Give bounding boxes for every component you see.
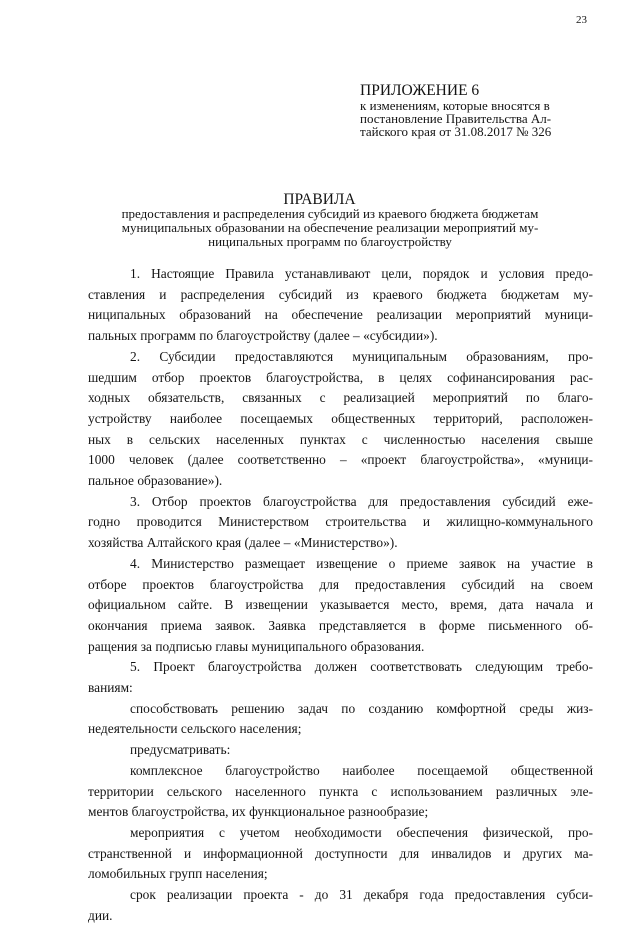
document-title: ПРАВИЛА	[283, 191, 356, 208]
appendix-line: к изменениям, которые вносятся в	[360, 98, 550, 113]
paragraph-line: срок реализации проекта - до 31 декабря года предоставления субси-	[130, 887, 593, 903]
paragraph-line: отборе проектов благоустройства для предоставления субсидий на своем	[88, 576, 593, 592]
paragraph-line: ходных обязательств, связанных с реализацией мероприятий по благо-	[88, 390, 593, 406]
paragraph-line: ломобильных групп населения;	[88, 866, 268, 882]
paragraph-line: официальном сайте. В извещении указывается место, время, дата начала и	[88, 597, 593, 613]
paragraph-line: ставления и распределения субсидий из краевого бюджета бюджетам му-	[88, 286, 593, 302]
paragraph-line: ниципальных образований на обеспечение реализации мероприятий муници-	[88, 307, 593, 323]
paragraph-line: шедшим отбор проектов благоустройства, в целях софинансирования рас-	[88, 369, 593, 385]
paragraph-line: ваниям:	[88, 680, 133, 696]
paragraph-line: 3. Отбор проектов благоустройства для предоставления субсидий еже-	[130, 493, 593, 509]
subtitle-line: муниципальных образовании на обеспечение реализации мероприятий му-	[121, 220, 539, 235]
paragraph-line: хозяйства Алтайского края (далее – «Министерство»).	[88, 535, 398, 551]
paragraph-line: устройству наиболее посещаемых общественных территорий, расположен-	[88, 410, 593, 426]
paragraph-line: 4. Министерство размещает извещение о приеме заявок на участие в	[130, 555, 593, 571]
paragraph	[88, 761, 593, 823]
paragraph	[88, 740, 593, 761]
paragraph-line: территории сельского населенного пункта с использованием различных эле-	[88, 783, 593, 799]
appendix-block	[360, 82, 610, 138]
paragraph	[88, 699, 593, 740]
paragraph-line: 1. Настоящие Правила устанавливают цели, порядок и условия предо-	[130, 266, 593, 281]
paragraph-line: пальных программ по благоустройству (далее – «субсидии»).	[88, 328, 438, 344]
paragraph-line: пальное образование»).	[88, 473, 223, 489]
paragraph-line: недеятельности сельского населения;	[88, 721, 302, 737]
subtitle-line: предоставления и распределения субсидий из краевого бюджета бюджетам	[121, 206, 539, 221]
paragraph	[88, 492, 593, 554]
paragraph-line: ных в сельских населенных пунктах с численностью населения свыше	[88, 431, 593, 447]
paragraph-line: мероприятия с учетом необходимости обеспечения физической, про-	[130, 824, 593, 840]
paragraph-line: комплексное благоустройство наиболее посещаемой общественной	[130, 762, 593, 778]
paragraph	[88, 885, 593, 926]
document-body	[88, 264, 593, 927]
document-subtitle	[60, 207, 600, 249]
paragraph-line: предусматривать:	[130, 742, 231, 758]
paragraph-line: окончания приема заявок. Заявка представляется в форме письменного об-	[88, 617, 593, 633]
paragraph-line: ращения за подписью главы муниципального образования.	[88, 638, 425, 654]
paragraph	[88, 657, 593, 698]
paragraph	[88, 823, 593, 885]
paragraph-line: годно проводится Министерством строительства и жилищно-коммунального	[88, 514, 593, 530]
appendix-line: тайского края от 31.08.2017 № 326	[360, 124, 552, 139]
paragraph-line: способствовать решению задач по созданию комфортной среды жиз-	[130, 700, 593, 716]
paragraph-line: 2. Субсидии предоставляются муниципальным образованиям, про-	[130, 348, 593, 364]
subtitle-line: ниципальных программ по благоустройству	[208, 234, 452, 249]
paragraph	[88, 554, 593, 658]
paragraph-line: 1000 человек (далее соответственно – «проект благоустройства», «муници-	[88, 452, 593, 468]
paragraph-line: ментов благоустройства, их функциональное разнообразие;	[88, 804, 429, 820]
paragraph-line: 5. Проект благоустройства должен соответствовать следующим требо-	[130, 659, 593, 675]
paragraph-line: дии.	[88, 907, 113, 923]
appendix-line: постановление Правительства Ал-	[360, 111, 552, 126]
page-number: 23	[576, 14, 587, 26]
paragraph	[88, 264, 593, 347]
paragraph-line: странственной и информационной доступности для инвалидов и других ма-	[88, 845, 593, 861]
paragraph	[88, 347, 593, 492]
appendix-title: ПРИЛОЖЕНИЕ 6	[360, 82, 480, 99]
